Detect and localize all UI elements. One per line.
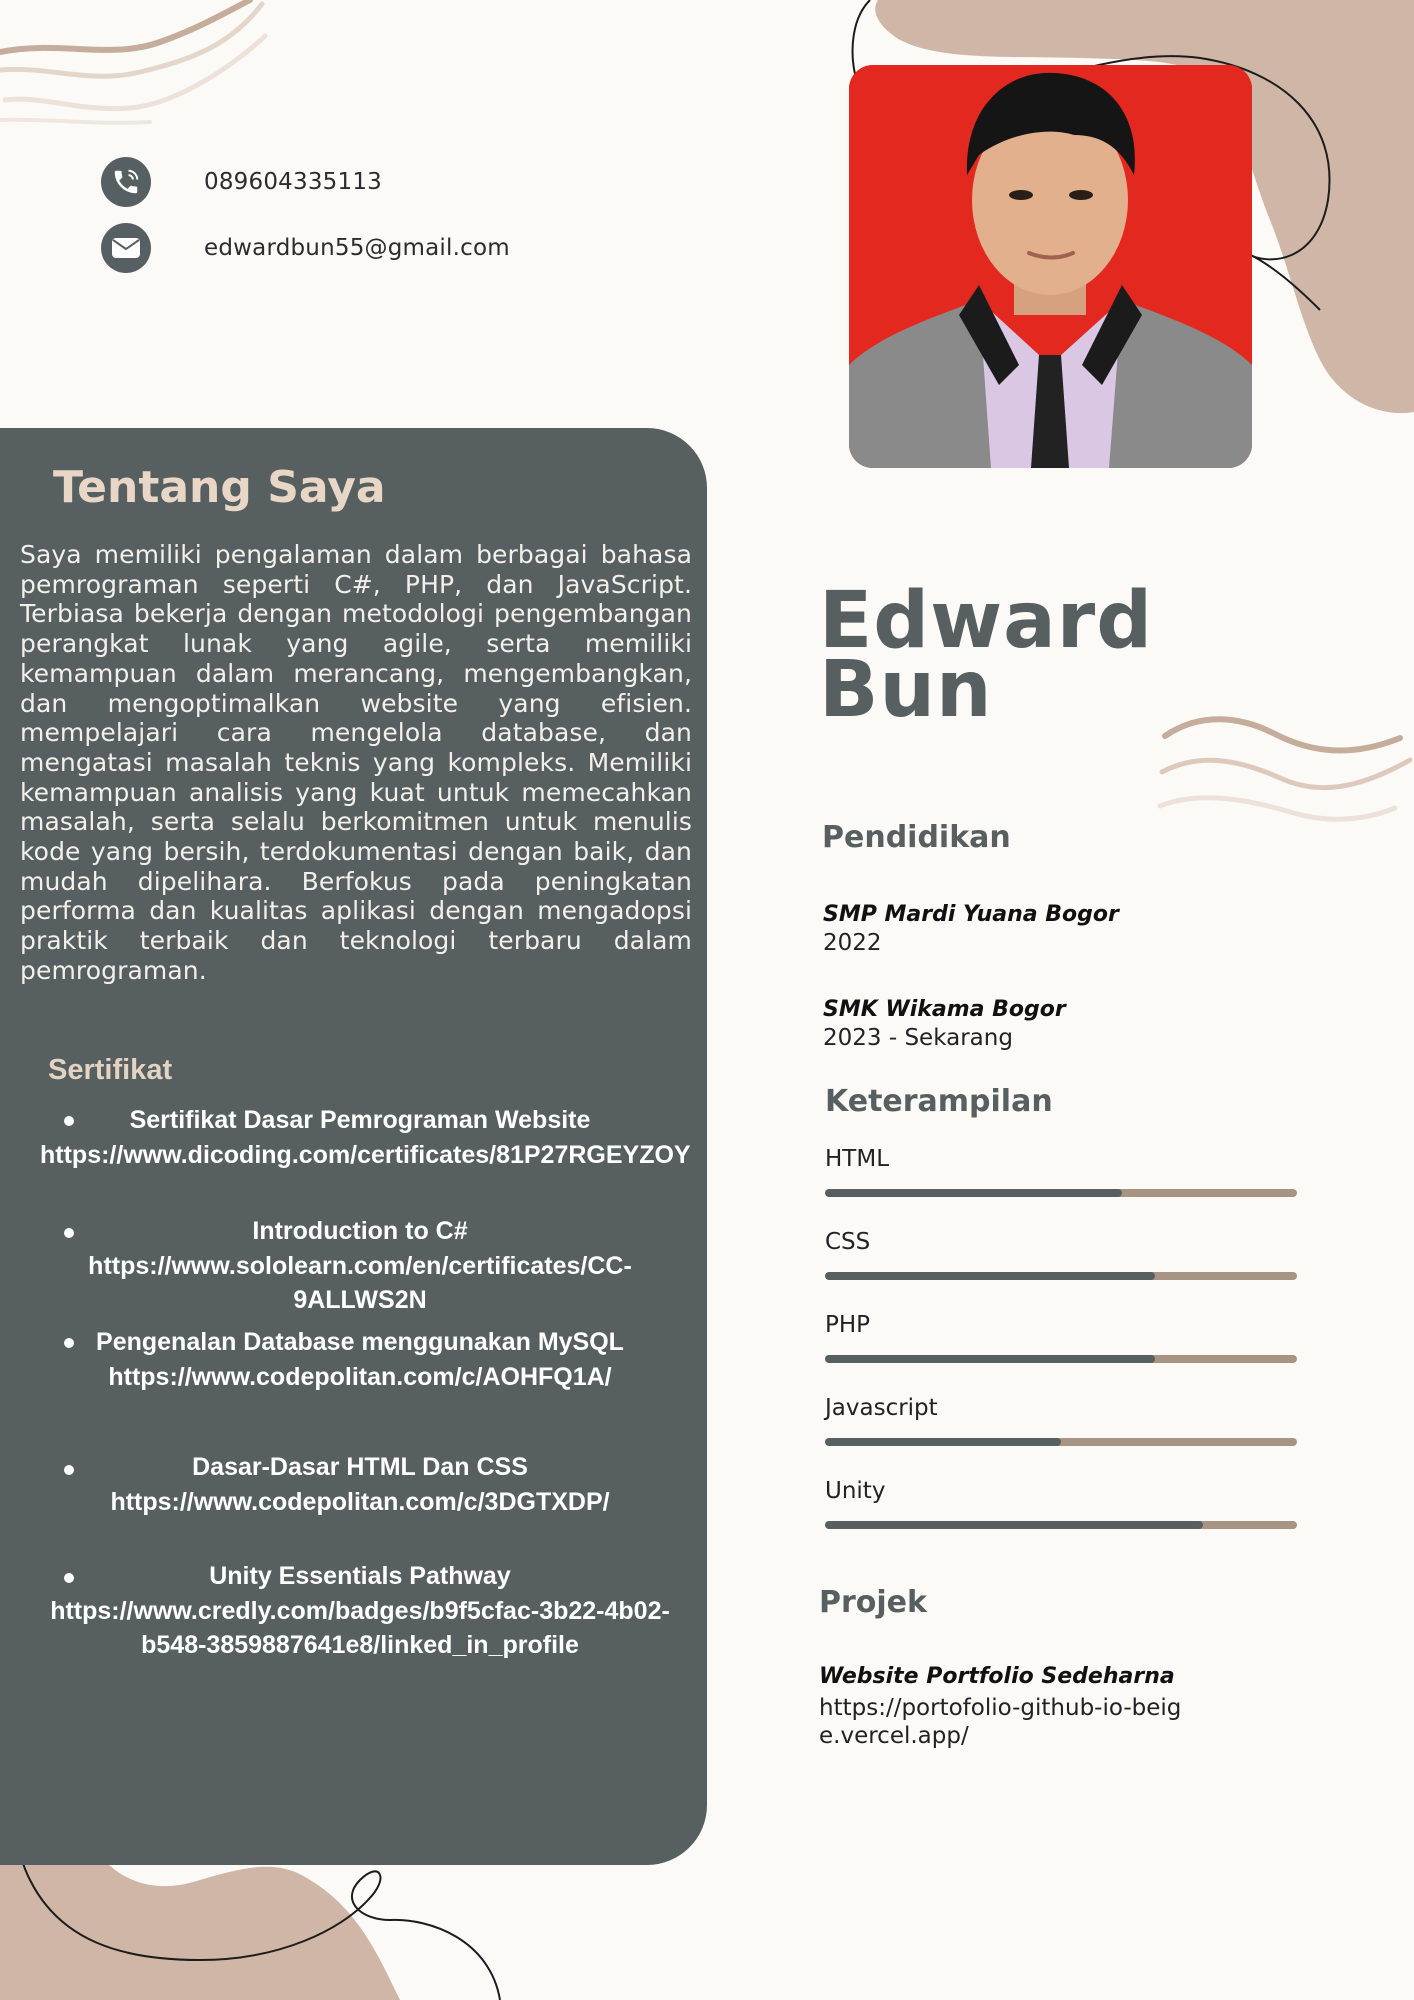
- certificate-item: Unity Essentials Pathway https://www.credly.com/badges/b9f5cfac-3b22-4b02-b548-3859887641e8/linked_in_profile: [50, 1562, 670, 1660]
- skill-bar-fill: [825, 1272, 1155, 1280]
- skill-label: Javascript: [825, 1395, 938, 1421]
- skill-bar: [825, 1521, 1297, 1529]
- skill-bar: [825, 1438, 1297, 1446]
- envelope-icon: [101, 223, 151, 273]
- education-years: 2023 - Sekarang: [823, 1025, 1013, 1051]
- last-name: Bun: [819, 645, 993, 735]
- project-url-link[interactable]: https://portofolio-github-io-beige.vercel.app/: [819, 1695, 1182, 1749]
- first-name: Edward: [819, 576, 1154, 666]
- skill-label: PHP: [825, 1312, 871, 1338]
- skill-bar: [825, 1355, 1297, 1363]
- skill-bar-fill: [825, 1189, 1122, 1197]
- education-school: SMP Mardi Yuana Bogor: [823, 902, 1119, 927]
- skill-bar: [825, 1272, 1297, 1280]
- education-years: 2022: [823, 930, 882, 956]
- about-text: Saya memiliki pengalaman dalam berbagai bahasa pemrograman seperti C#, PHP, dan JavaScript. Terbiasa bekerja dengan metodologi pengembangan perangkat lunak yang agile, serta memiliki kemampuan dalam merancang, mengembangkan, dan mengoptimalkan website yang efisien. mempelajari cara mengelola database, dan mengatasi masalah teknis yang kompleks. Memiliki kemampuan analisis yang kuat untuk memecahkan masalah, serta selalu berkomitmen untuk menulis kode yang bersih, terdokumentasi dengan baik, dan mudah dipelihara. Berfokus pada peningkatan performa dan kualitas aplikasi dengan mengadopsi praktik terbaik dan teknologi terbaru dalam pemrograman.: [20, 540, 692, 985]
- skill-bar-fill: [825, 1521, 1203, 1529]
- skill-label: HTML: [825, 1146, 890, 1172]
- project-name: Website Portfolio Sedeharna: [819, 1664, 1175, 1689]
- education-title: Pendidikan: [822, 820, 1011, 855]
- education-school: SMK Wikama Bogor: [823, 997, 1066, 1022]
- skills-title: Keterampilan: [825, 1084, 1053, 1119]
- about-title: Tentang Saya: [53, 462, 386, 513]
- phone-icon: [101, 157, 151, 207]
- certificate-item: Sertifikat Dasar Pemrograman Website https://www.dicoding.com/certificates/81P27RGEYZOY: [40, 1106, 691, 1169]
- email-address: edwardbun55@gmail.com: [204, 235, 510, 261]
- skill-label: Unity: [825, 1478, 886, 1504]
- skill-bar: [825, 1189, 1297, 1197]
- certificate-item: Dasar-Dasar HTML Dan CSS https://www.codepolitan.com/c/3DGTXDP/: [110, 1453, 610, 1516]
- skill-bar-fill: [825, 1438, 1061, 1446]
- contact-phone: [101, 157, 382, 207]
- contact-email: [101, 223, 510, 273]
- phone-number: 089604335113: [204, 169, 382, 195]
- certificate-item: Pengenalan Database menggunakan MySQL https://www.codepolitan.com/c/AOHFQ1A/: [96, 1328, 624, 1391]
- skill-bar-fill: [825, 1355, 1155, 1363]
- profile-photo: [849, 65, 1252, 468]
- certificates-title: Sertifikat: [48, 1054, 173, 1086]
- certificate-item: Introduction to C# https://www.sololearn.com/en/certificates/CC-9ALLWS2N: [88, 1217, 632, 1315]
- projects-title: Projek: [819, 1585, 927, 1620]
- skill-label: CSS: [825, 1229, 871, 1255]
